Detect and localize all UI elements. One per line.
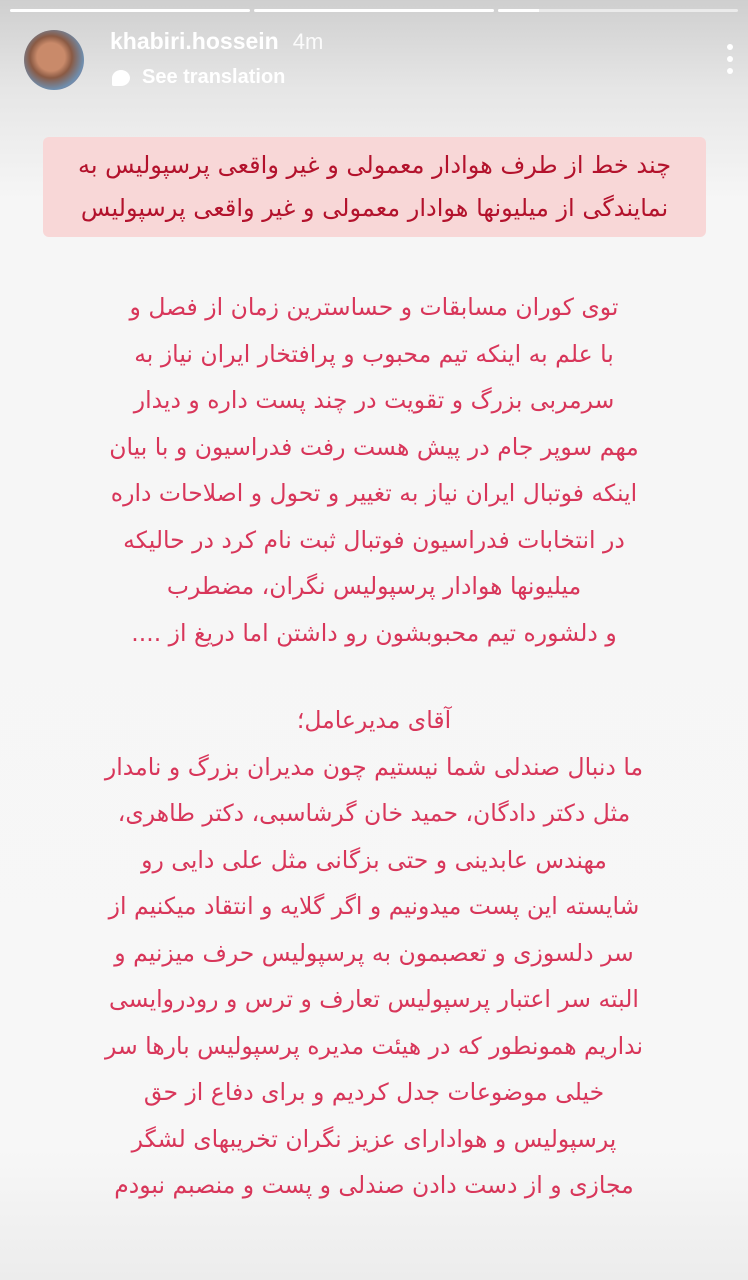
text-line: ما دنبال صندلی شما نیستیم چون مدیران بزرگ و نامدار: [104, 752, 644, 781]
text-line: خیلی موضوعات جدل کردیم و برای دفاع از حق: [143, 1078, 605, 1106]
text-line: توی کوران مسابقات و حساسترین زمان از فصل و: [129, 293, 619, 321]
progress-segment: [498, 9, 738, 12]
translate-bubble-icon: [112, 70, 130, 86]
story-progress: [10, 9, 738, 12]
paragraph-1: [20, 284, 728, 656]
headline-line: نمایندگی از میلیونها هوادار معمولی و غیر واقعی پرسپولیس: [80, 194, 669, 222]
text-line: البته سر اعتبار پرسپولیس تعارف و ترس و رودروایسی: [109, 985, 639, 1013]
text-line: سر دلسوزی و تعصبمون به پرسپولیس حرف میزنیم و: [114, 938, 634, 967]
text-line: سرمربی بزرگ و تقویت در چند پست داره و دیدار: [133, 386, 615, 414]
text-line: مجازی و از دست دادن صندلی و پست و منصبم نبودم: [114, 1171, 634, 1199]
headline-box: [43, 137, 706, 237]
text-line: پرسپولیس و هوادارای عزیز نگران تخریبهای لشگر: [131, 1124, 617, 1153]
progress-segment: [10, 9, 250, 12]
text-line: مثل دکتر دادگان، حمید خان گرشاسبی، دکتر طاهری،: [117, 799, 631, 827]
text-line: میلیونها هوادار پرسپولیس نگران، مضطرب: [166, 572, 582, 600]
text-line: آقای مدیرعامل؛: [296, 706, 452, 734]
see-translation-button[interactable]: [112, 66, 285, 89]
story-header: [110, 28, 323, 55]
headline-line: چند خط از طرف هوادار معمولی و غیر واقعی پرسپولیس به: [77, 151, 672, 179]
text-line: در انتخابات فدراسیون فوتبال ثبت نام کرد در حالیکه: [123, 525, 625, 554]
text-line: اینکه فوتبال ایران نیاز به تغییر و تحول و اصلاحات داره: [110, 479, 638, 507]
progress-segment: [254, 9, 494, 12]
text-line: شایسته این پست میدونیم و اگر گلایه و انتقاد میکنیم از: [108, 892, 640, 920]
more-options-icon[interactable]: [726, 44, 734, 74]
text-line: مهم سوپر جام در پیش هست رفت فدراسیون و با بیان: [109, 432, 639, 461]
text-line: مهندس عابدینی و حتی بزگانی مثل علی دایی رو: [141, 845, 607, 874]
username[interactable]: khabiri.hossein: [110, 28, 279, 54]
paragraph-2: [20, 697, 728, 1209]
post-time: 4m: [292, 29, 324, 54]
see-translation-label: See translation: [142, 66, 286, 88]
text-line: نداریم همونطور که در هیئت مدیره پرسپولیس بارها سر: [104, 1031, 643, 1060]
text-line: با علم به اینکه تیم محبوب و پرافتخار ایران نیاز به: [134, 339, 614, 368]
avatar[interactable]: [24, 30, 84, 90]
text-line: و دلشوره تیم محبوبشون رو داشتن اما دریغ از ....: [131, 618, 617, 647]
